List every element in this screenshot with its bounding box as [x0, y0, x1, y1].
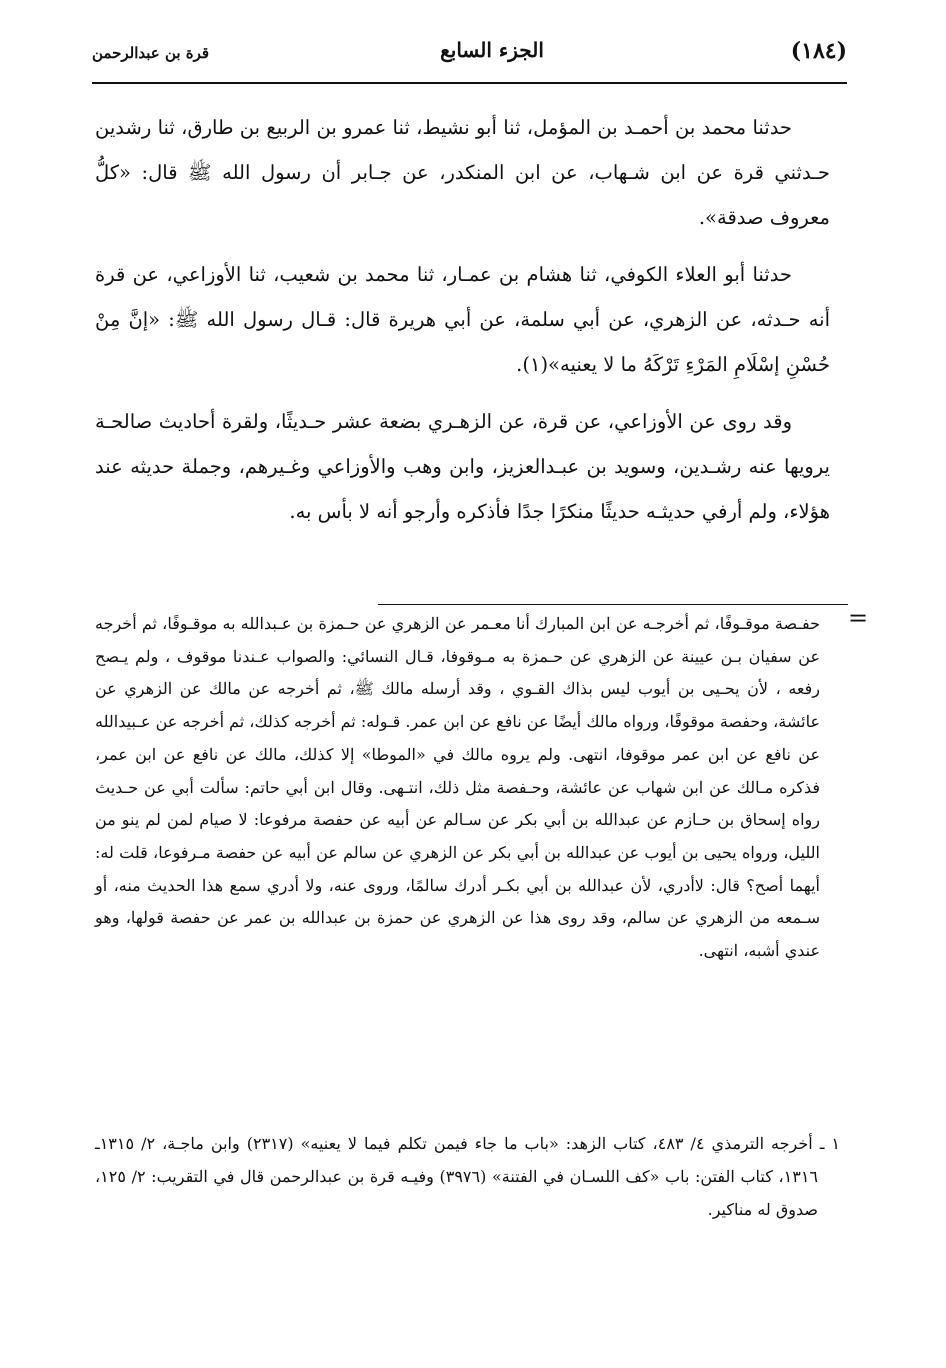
footnote-continuation-mark: = — [848, 604, 869, 632]
footnote-separator — [378, 604, 848, 605]
footnote-1-text: ١ ـ أخرجه الترمذي ٤/ ٤٨٣، كتاب الزهد: «باب ما جاء فيمن تكلم فيما لا يعنيه» (٢٣١٧) وابن ماجـة، ٢/ ١٣١٥ـ ١٣١٦، كتاب الفتن: باب «كف اللسـان في الفتنة» (٣٩٧٦) وفيـه قرة بن عبدالرحمن قال في التقريب: ٢/ ١٢٥، صدوق له مناكير. — [95, 1134, 841, 1219]
paragraph-2: حدثنا أبو العلاء الكوفي، ثنا هشام بن عمـار، ثنا محمد بن شعيب، ثنا الأوزاعي، عن قرة أنه حـدثه، عن الزهري، عن أبي سلمة، عن أبي هريرة قال: قـال رسول الله ﷺ: «إنَّ مِنْ حُسْنِ إسْلَامِ المَرْءِ تَرْكَهُ ما لا يعنيه»(١). — [95, 263, 830, 376]
footnote-continued — [95, 608, 820, 968]
header-rule — [92, 82, 847, 84]
footnote-1 — [95, 1127, 840, 1226]
chapter-name: قرة بن عبدالرحمن — [92, 44, 210, 62]
paragraph-3: وقد روى عن الأوزاعي، عن قرة، عن الزهـري بضعة عشر حـديثًا، ولقرة أحاديث صالحـة يرويها عنه رشـدين، وسويد بن عبـدالعزيز، وابن وهب والأوزاعي وغـيرهم، وجملة حديثه عند هؤلاء، ولم أرفي حديثـه حديثًا منكرًا جدًا فأذكره وأرجو أنه لا بأس به. — [95, 410, 830, 523]
paragraph-1: حدثنا محمد بن أحمـد بن المؤمل، ثنا أبو نشيط، ثنا عمرو بن الربيع بن طارق، ثنا رشدين حـدثني قرة عن ابن شـهاب، عن ابن المنكدر، عن جـابر أن رسول الله ﷺ قال: «كلُّ معروف صدقة». — [95, 116, 830, 229]
part-title: الجزء السابع — [440, 38, 544, 62]
running-header — [92, 30, 847, 90]
footnote-continued-text: حفـصة موقـوفًا، ثم أخرجـه عن ابن المبارك أنا معـمر عن الزهري عن حـمزة بن عـبدالله به موقـوفًا، ثم أخرجه عن سفيان بـن عيينة عن الزهري عن حـمزة به مـوقوفا، قـال النسائي: والصواب عـندنا موقوف ، ولم يـصح رفعه ، لأن يحـيى بن أيوب ليس بذاك القـوي ، وقد أرسله مالك ﷺ، ثم أخرجه عن مالك عن الزهري عن عائشة، وحفصة موقوفًا، ورواه مالك أيضًا عن نافع عن ابن عمر. قـوله: ثم أخرجه كذلك، ثم أخرجه عن عـبيدالله عن نافع عن ابن عمر موقوفا، انتهى. ولم يروه مالك في «الموطا» إلا كذلك، مالك عن نافع عن ابن عمر، فذكره مـالك عن ابن شهاب عن عائشة، وحـفصة مثل ذلك، انتـهى. وقال ابن أبي حاتم: سألت أبي عن حـديث رواه إسحاق بن حـازم عن عبدالله بن أبي بكر عن سـالم عن أبيه عن حفصة مرفوعا: لا صيام لمن لم ينو من الليل، ورواه يحيى بن أيوب عن عبدالله بن أبي بكر عن الزهري عن سالم عن أبيه عن حفصة مـرفوعا، قلت له: أيهما أصح؟ قال: لاأدري، لأن عبدالله بن أبي بكـر أدرك سالمًا، وروى عنه، ولا أدري سمع هذا الحديث منه، أو سـمعه من الزهري عن سالم، وقد روى هذا عن الزهري عن حمزة بن عبدالله بن عمر عن حفصة قولها، وهو عندي أشبه، انتهى. — [95, 614, 820, 961]
page-number: (١٨٤) — [790, 38, 847, 64]
main-text — [95, 105, 830, 546]
